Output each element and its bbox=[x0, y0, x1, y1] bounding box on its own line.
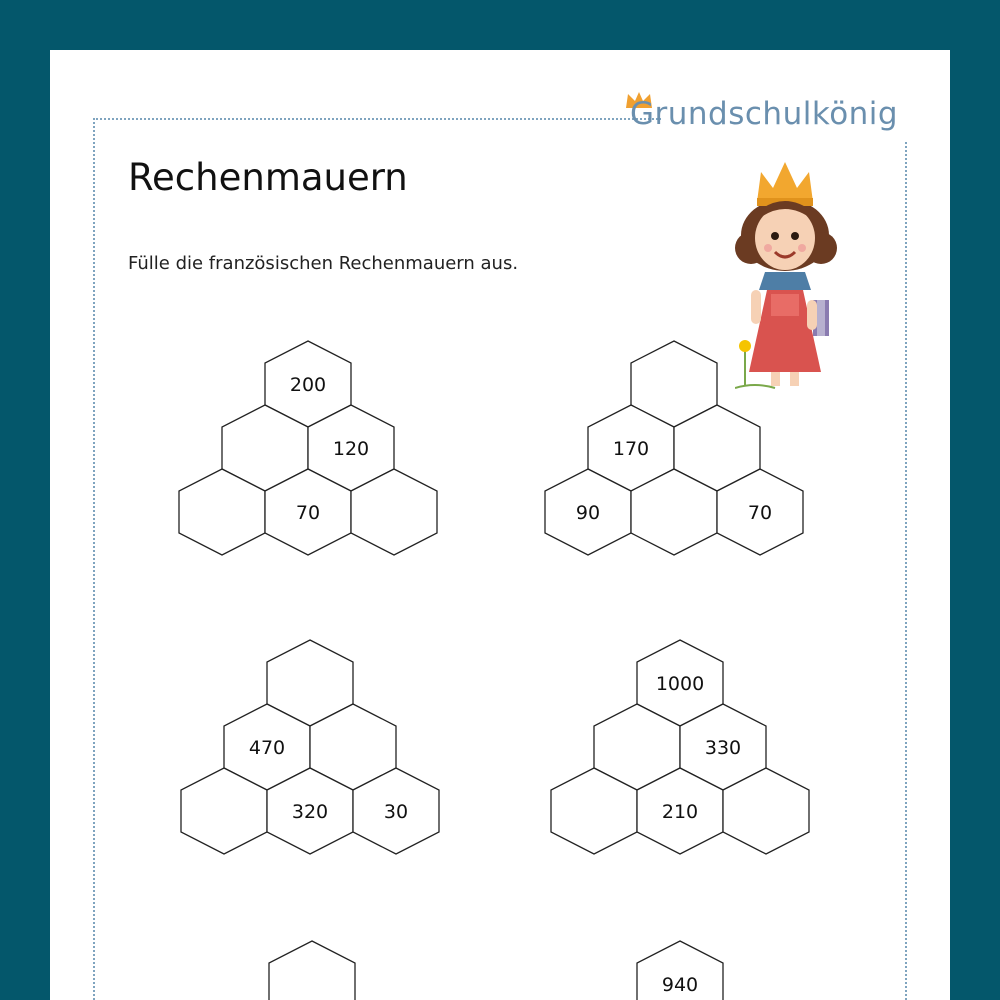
wall-3-bottom-cell-2-value: 320 bbox=[291, 801, 329, 823]
wall-6-top-cell-value: 940 bbox=[661, 974, 699, 996]
wall-4-middle-cell-2-value: 330 bbox=[704, 737, 742, 759]
wall-4-top-cell-value: 1000 bbox=[655, 673, 705, 695]
worksheet-page bbox=[50, 50, 950, 1000]
brand-logo: Grundschulkönig bbox=[630, 96, 899, 132]
instruction-text: Fülle die französischen Rechenmauern aus. bbox=[128, 253, 519, 274]
wall-1-top-cell-value: 200 bbox=[289, 374, 327, 396]
page-title: Rechenmauern bbox=[128, 156, 408, 199]
wall-1-bottom-cell-2-value: 70 bbox=[295, 502, 321, 524]
wall-2-bottom-cell-3-value: 70 bbox=[747, 502, 773, 524]
wall-2-middle-cell-1-value: 170 bbox=[612, 438, 650, 460]
wall-2-bottom-cell-1-value: 90 bbox=[575, 502, 601, 524]
number-walls bbox=[50, 50, 950, 1000]
wall-1-middle-cell-2-value: 120 bbox=[332, 438, 370, 460]
wall-3-middle-cell-1-value: 470 bbox=[248, 737, 286, 759]
wall-5-top-cell[interactable] bbox=[269, 941, 355, 1000]
wall-3-bottom-cell-3-value: 30 bbox=[383, 801, 409, 823]
wall-4-bottom-cell-2-value: 210 bbox=[661, 801, 699, 823]
